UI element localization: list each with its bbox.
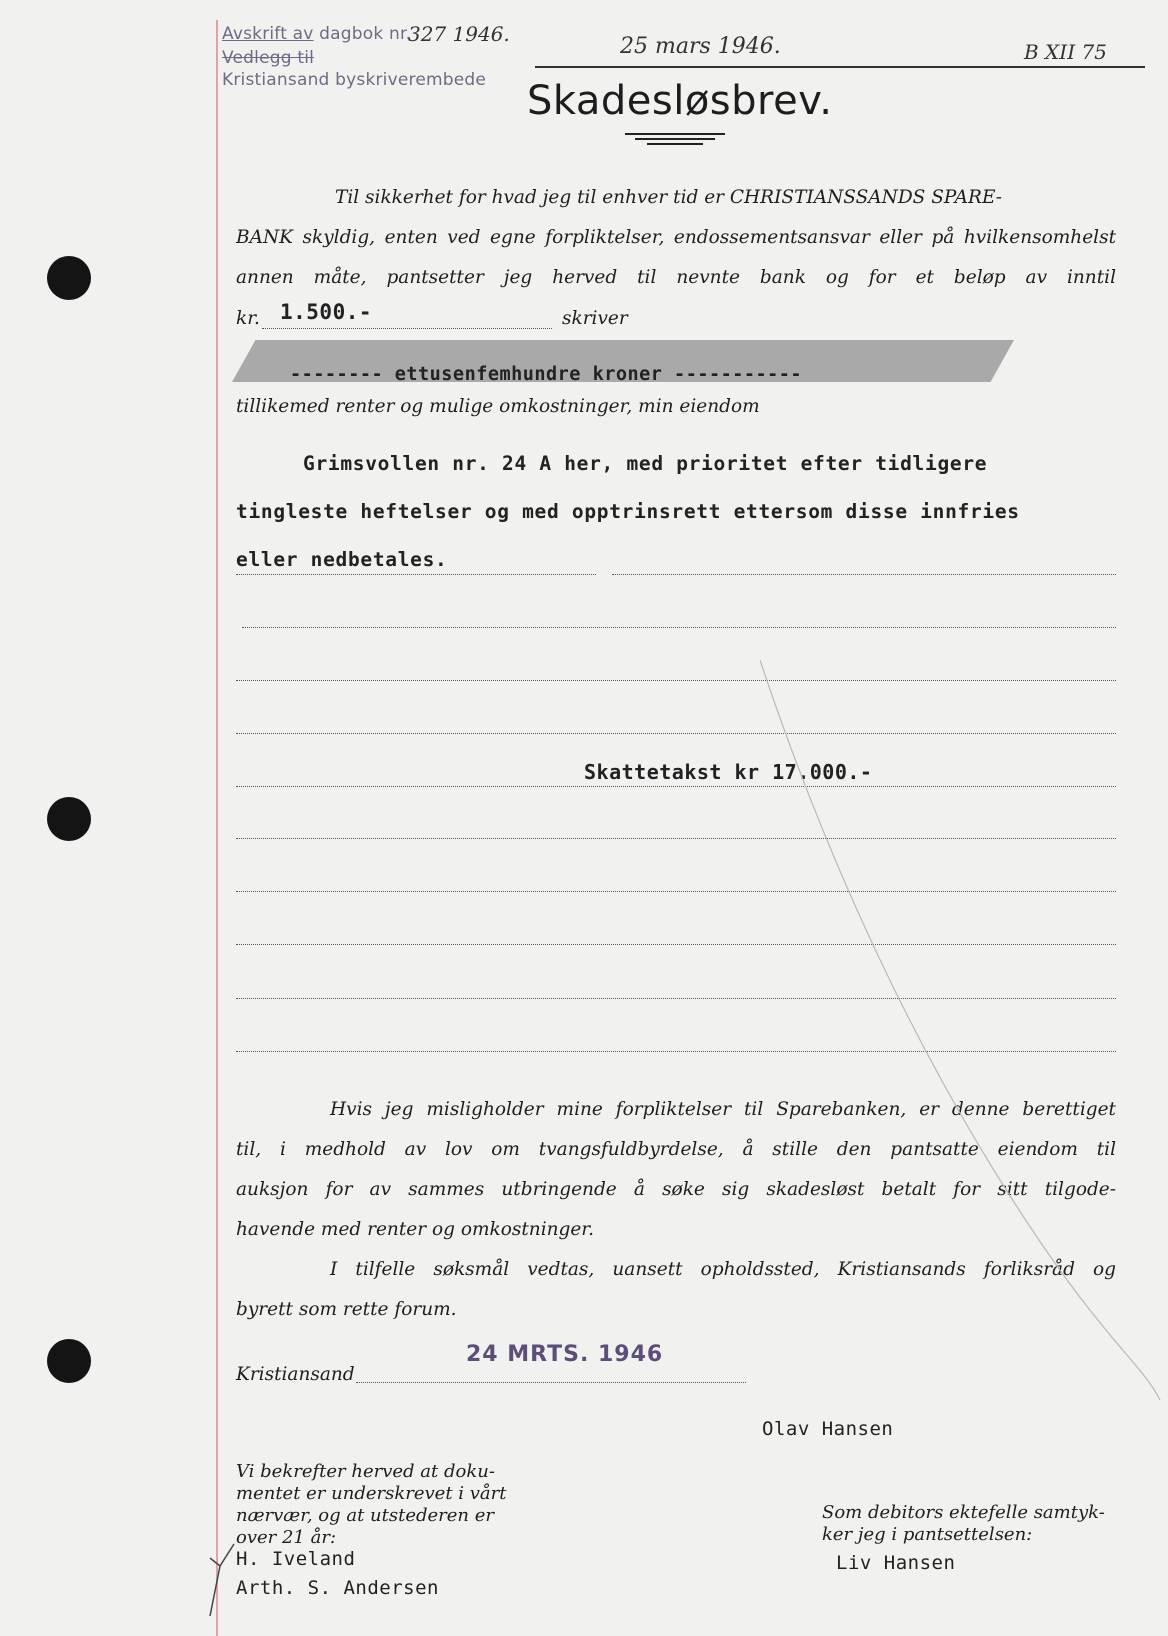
default-clause-line-1: Hvis jeg misligholder mine forpliktelser til Sparebanken, er denne berettiget — [330, 1099, 1116, 1120]
intro-line-2: BANK skyldig, enten ved egne forpliktelser, endossementsansvar eller på hvilkensomhelst — [236, 227, 1116, 248]
spouse-consent-line-2: ker jeg i pantsettelsen: — [822, 1524, 1033, 1545]
pencil-stroke — [760, 660, 1168, 1400]
punch-hole-middle — [47, 797, 91, 841]
witness-statement — [236, 1461, 536, 1549]
venue-clause-line-1: I tilfelle søksmål vedtas, uansett opholdssted, Kristiansands forliksråd og — [330, 1259, 1116, 1280]
stamp-dagbok-label: dagbok nr. — [319, 24, 412, 44]
venue-clause-line-2: byrett som rette forum. — [236, 1299, 457, 1320]
default-clause-line-4: havende med renter og omkostninger. — [236, 1219, 595, 1240]
spouse-consent-line-1: Som debitors ektefelle samtyk- — [822, 1502, 1105, 1523]
date-dotline — [356, 1382, 746, 1383]
tax-value: Skattetakst kr 17.000.- — [584, 760, 873, 784]
document-title: Skadesløsbrev. — [527, 78, 833, 124]
intro-line-3: annen måte, pantsetter jeg herved til nevnte bank og for et beløp av inntil — [236, 267, 1116, 288]
punch-hole-bottom — [47, 1339, 91, 1383]
amount-dotline — [262, 328, 552, 329]
property-intro: tillikemed renter og mulige omkostninger, min eiendom — [236, 396, 760, 417]
witness-statement-line-1: Vi bekrefter herved at doku- — [236, 1461, 495, 1482]
spouse-consent — [822, 1502, 1122, 1546]
handwritten-date: 25 mars 1946. — [620, 34, 781, 59]
title-flourish — [625, 133, 725, 148]
date-stamp: 24 MRTS. 1946 — [466, 1342, 664, 1367]
property-line-3: eller nedbetales. — [236, 548, 448, 571]
intro-line-1 — [335, 178, 1115, 218]
margin-line — [216, 20, 218, 1636]
intro-line-1-text: Til sikkerhet for hvad jeg til enhver tid er CHRISTIANSSANDS SPARE- — [335, 187, 1003, 208]
dagbok-number: 327 1946. — [408, 22, 510, 46]
default-clause-line-2: til, i medhold av lov om tvangsfuldbyrdelse, å stille den pantsatte eiendom til — [236, 1139, 1116, 1160]
skriver-label: skriver — [562, 308, 628, 329]
kr-label: kr. — [236, 308, 260, 329]
header-stamp-line2: Vedlegg til — [222, 48, 315, 68]
witness-statement-line-4: over 21 år: — [236, 1527, 337, 1548]
amount-in-words: -------- ettusenfemhundre kroner ----------- — [290, 364, 803, 385]
punch-hole-top — [47, 256, 91, 300]
amount-value: 1.500.- — [280, 300, 373, 324]
property-dotline-1a — [236, 574, 596, 575]
property-description — [236, 440, 1106, 584]
property-line-1: Grimsvollen nr. 24 A her, med prioritet efter tidligere — [303, 452, 988, 475]
header-stamp-line1 — [222, 24, 411, 44]
property-dotline-1b — [612, 574, 1116, 575]
witness-check-mark — [206, 1540, 256, 1620]
witness-signature-1: H. Iveland — [236, 1548, 356, 1570]
header-rule — [535, 66, 1145, 68]
property-dotline-2 — [242, 627, 1116, 628]
spouse-signature: Liv Hansen — [836, 1552, 956, 1574]
stamp-avskrift: Avskrift av — [222, 24, 314, 44]
header-stamp-line3: Kristiansand byskriverembede — [222, 70, 487, 90]
place-label: Kristiansand — [236, 1364, 355, 1385]
reference-number: B XII 75 — [1024, 40, 1107, 64]
debtor-signature: Olav Hansen — [762, 1418, 894, 1440]
property-line-2: tingleste heftelser og med opptrinsrett ettersom disse innfries — [236, 500, 1020, 523]
default-clause-line-3: auksjon for av sammes utbringende å søke sig skadesløst betalt for sitt tilgode- — [236, 1179, 1116, 1200]
witness-signature-2: Arth. S. Andersen — [236, 1577, 439, 1599]
witness-statement-line-3: nærvær, og at utstederen er — [236, 1505, 494, 1526]
witness-statement-line-2: mentet er underskrevet i vårt — [236, 1483, 507, 1504]
